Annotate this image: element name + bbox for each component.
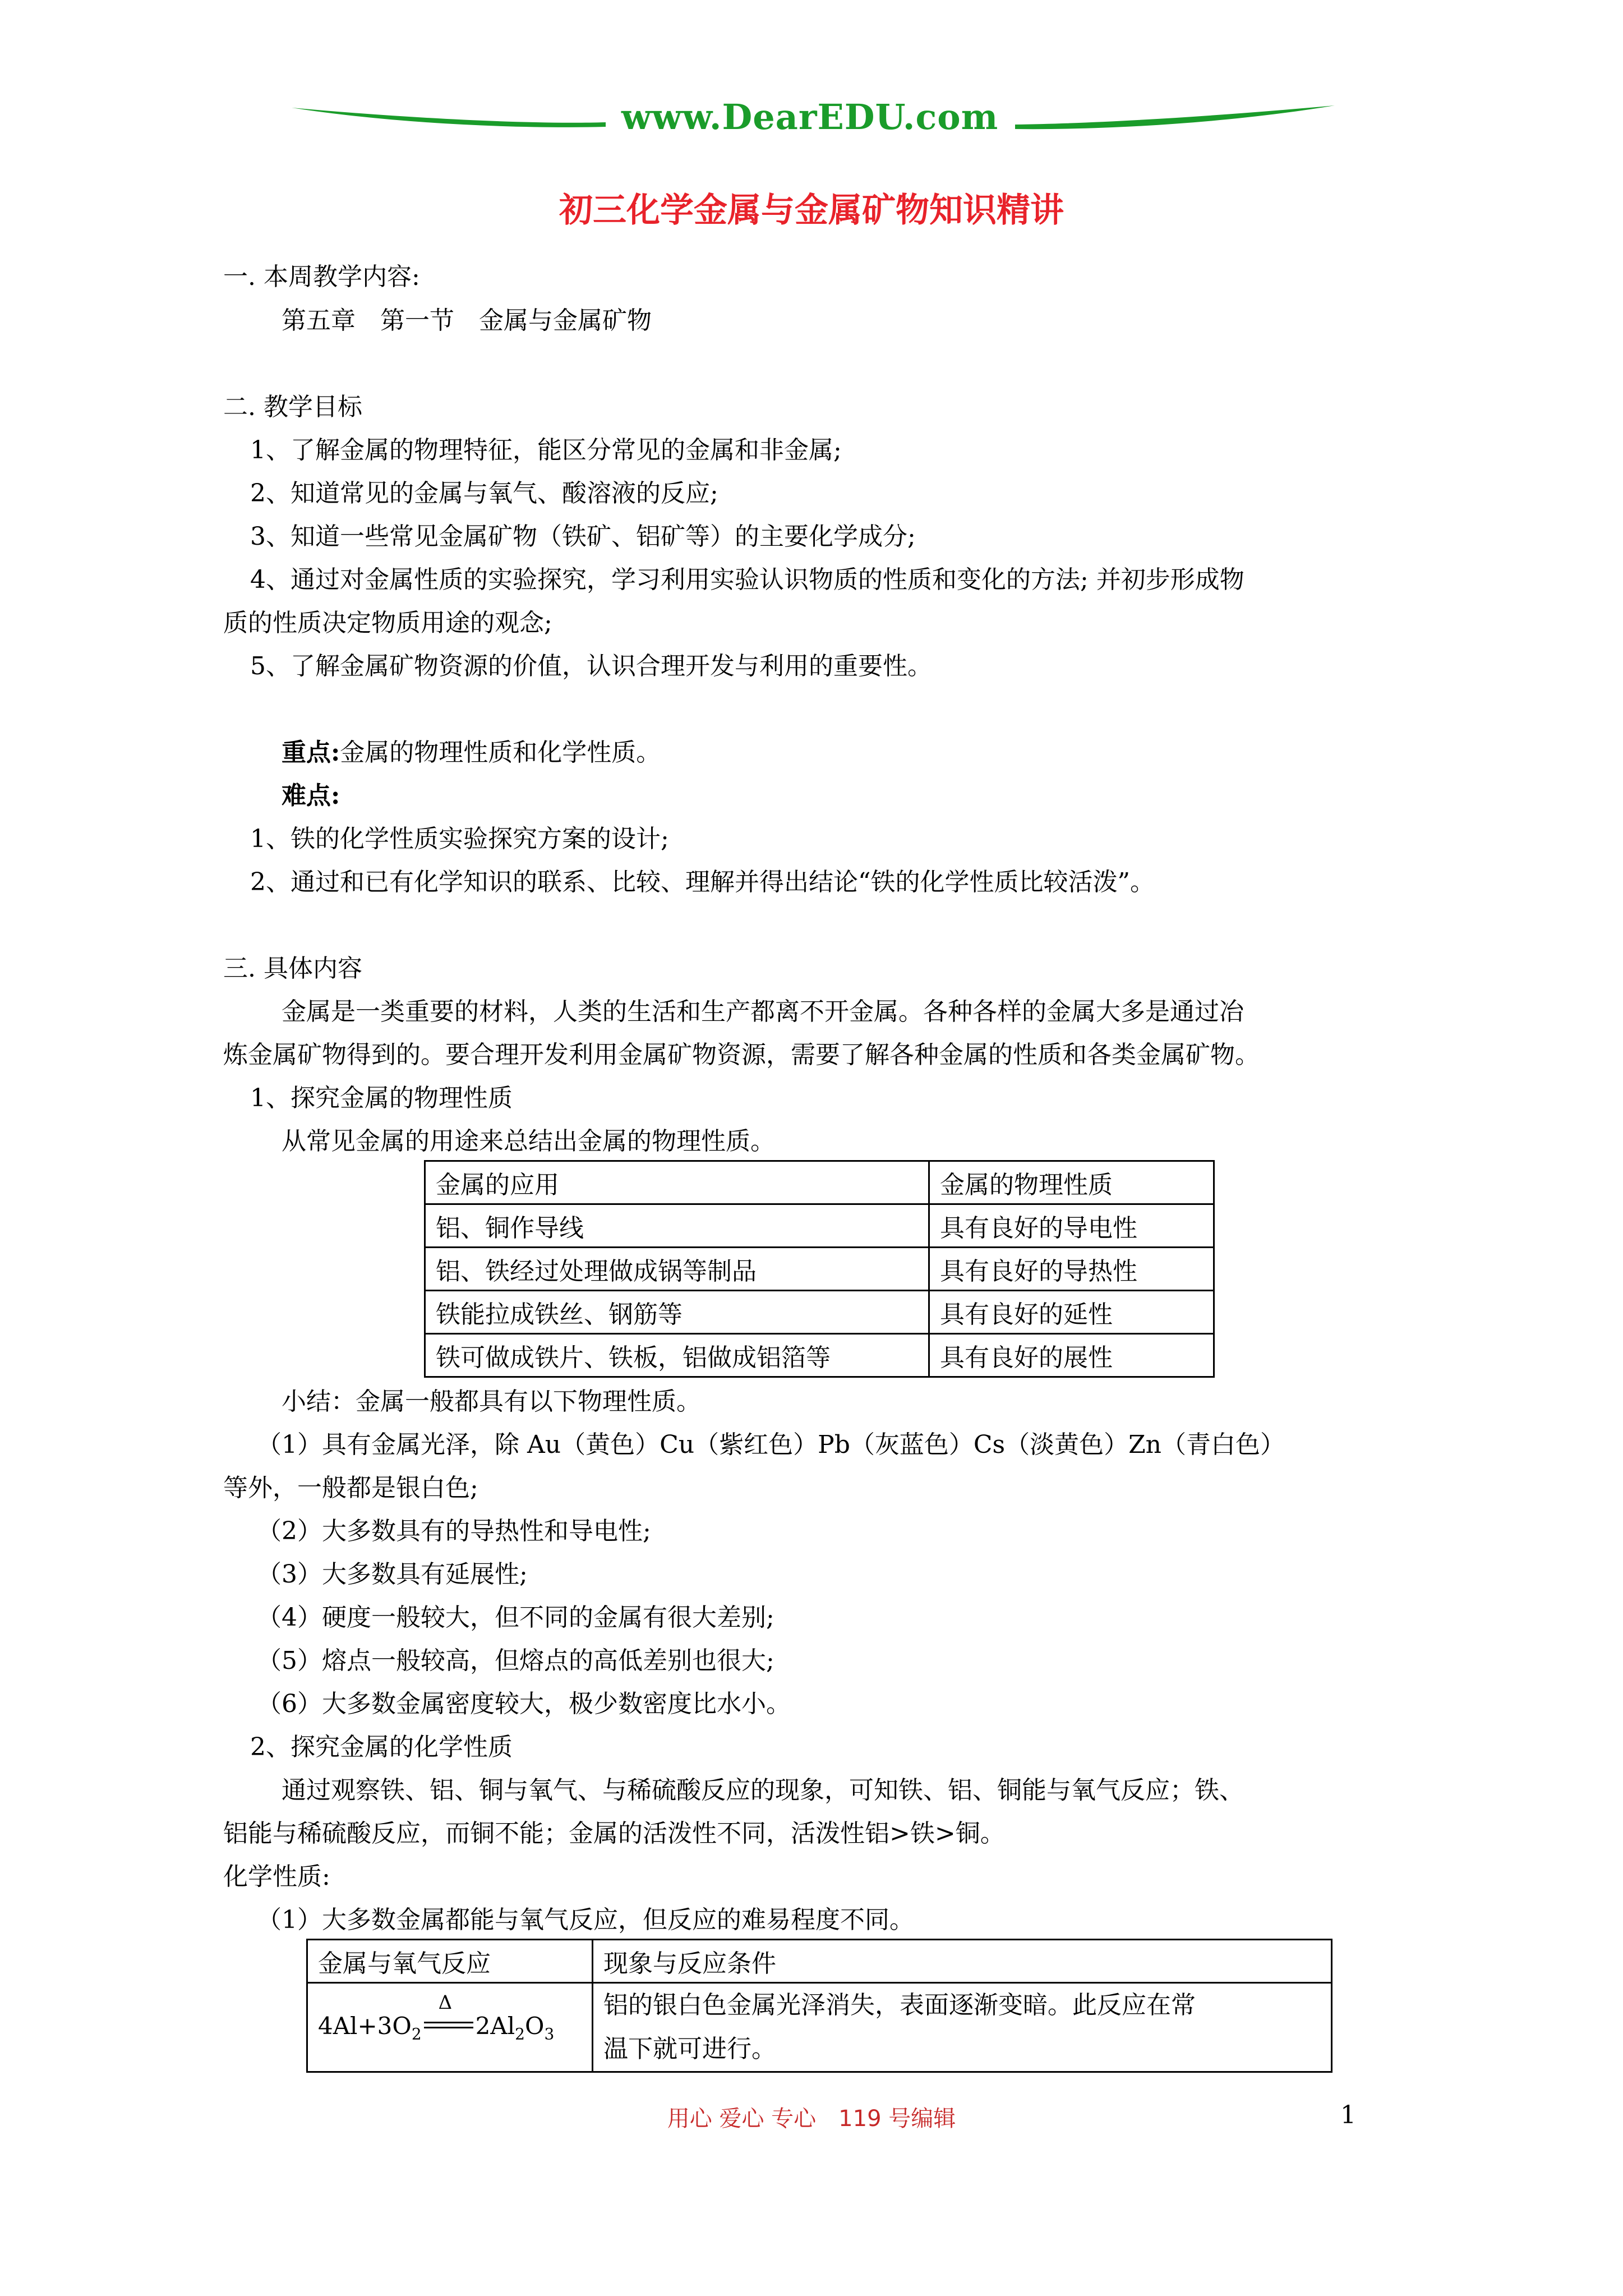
equation-cell [307, 1983, 593, 2072]
subsection-2-heading: 2、探究金属的化学性质 [250, 1733, 513, 1761]
goal-item: 2、知道常见的金属与氧气、酸溶液的反应; [250, 479, 718, 508]
goal-item: 3、知道一些常见金属矿物（铁矿、铝矿等）的主要化学成分; [250, 522, 916, 551]
oxygen-reaction-table [306, 1939, 1332, 2073]
summary-item: （5）熔点一般较高，但熔点的高低差别也很大; [257, 1646, 774, 1675]
chemical-properties-heading: 化学性质: [223, 1862, 330, 1891]
equals-bar [424, 2022, 473, 2028]
summary-item: （1）具有金属光泽，除 Au（黄色）Cu（紫红色）Pb（灰蓝色）Cs（淡黄色）Zn（青白色） [257, 1430, 1285, 1459]
goal-item: 1、了解金属的物理特征，能区分常见的金属和非金属; [250, 436, 842, 464]
table-cell: 具有良好的导热性 [929, 1248, 1214, 1291]
summary-item: （6）大多数金属密度较大，极少数密度比水小。 [257, 1690, 791, 1718]
table-header-cell: 金属与氧气反应 [307, 1940, 593, 1983]
table-row [425, 1291, 1214, 1334]
equation-reactants: 4Al+3O [318, 2012, 412, 2040]
summary-item: （4）硬度一般较大，但不同的金属有很大差别; [257, 1603, 774, 1632]
reaction-equation [318, 1991, 555, 2044]
subsection-2-text: 通过观察铁、铝、铜与氧气、与稀硫酸反应的现象，可知铁、铝、铜能与氧气反应；铁、 [282, 1776, 1244, 1805]
footer-text: 用心 爱心 专心 119 号编辑 [667, 2106, 956, 2132]
logo-text[interactable]: www.DearEDU.com [621, 96, 999, 137]
table-cell: 具有良好的展性 [929, 1334, 1214, 1377]
table-cell: 铝、铜作导线 [425, 1204, 929, 1248]
section-1-content: 第五章 第一节 金属与金属矿物 [282, 306, 652, 335]
section-3-heading: 三. 具体内容 [223, 954, 362, 983]
subsection-2-text: 铝能与稀硫酸反应，而铜不能；金属的活泼性不同，活泼性铝>铁>铜。 [223, 1819, 1005, 1848]
intro-line: 金属是一类重要的材料，人类的生活和生产都离不开金属。各种各样的金属大多是通过冶 [282, 997, 1244, 1026]
section-2-heading: 二. 教学目标 [223, 393, 362, 421]
summary-item: （3）大多数具有延展性; [257, 1560, 528, 1589]
equation-subscript: 2 [515, 2024, 525, 2044]
equation-arrow [422, 1991, 476, 2042]
goal-item: 4、通过对金属性质的实验探究，学习利用实验认识物质的性质和变化的方法; 并初步形成物 [250, 565, 1244, 594]
table-row [425, 1248, 1214, 1291]
goal-item: 5、了解金属矿物资源的价值，认识合理开发与利用的重要性。 [250, 652, 932, 680]
table-header-row [425, 1161, 1214, 1204]
equation-subscript: 3 [544, 2024, 555, 2044]
equation-subscript: 2 [411, 2024, 422, 2044]
reaction-description-line: 铝的银白色金属光泽消失，表面逐渐变暗。此反应在常 [603, 1991, 1196, 2019]
intro-line: 炼金属矿物得到的。要合理开发利用金属矿物资源，需要了解各种金属的性质和各类金属矿物。 [223, 1041, 1260, 1069]
table-cell: 铁可做成铁片、铁板，铝做成铝箔等 [425, 1334, 929, 1377]
difficulty-item: 1、铁的化学性质实验探究方案的设计; [250, 825, 669, 853]
subsection-1-heading: 1、探究金属的物理性质 [250, 1084, 513, 1112]
table-header-cell: 现象与反应条件 [593, 1940, 1332, 1983]
difficulty-item: 2、通过和已有化学知识的联系、比较、理解并得出结论“铁的化学性质比较活泼”。 [250, 868, 1155, 896]
reaction-description-cell [593, 1983, 1332, 2072]
summary-heading: 小结：金属一般都具有以下物理性质。 [282, 1387, 701, 1416]
subsection-1-lead: 从常见金属的用途来总结出金属的物理性质。 [282, 1127, 775, 1156]
table-row [307, 1983, 1332, 2072]
table-cell: 铁能拉成铁丝、钢筋等 [425, 1291, 929, 1334]
table-cell: 具有良好的延性 [929, 1291, 1214, 1334]
table-header-row [307, 1940, 1332, 1983]
difficulty-label: 难点: [282, 781, 340, 810]
chemical-property-item: （1）大多数金属都能与氧气反应，但反应的难易程度不同。 [257, 1906, 914, 1934]
table-row [425, 1334, 1214, 1377]
key-point-text: 金属的物理性质和化学性质。 [340, 738, 661, 767]
key-point [282, 731, 661, 775]
table-cell: 具有良好的导电性 [929, 1204, 1214, 1248]
heat-symbol: Δ [438, 1991, 453, 2014]
physical-properties-table [424, 1160, 1215, 1378]
equation-product-oxygen: O [525, 2012, 545, 2040]
goal-item-cont: 质的性质决定物质用途的观念; [223, 609, 552, 637]
page-title: 初三化学金属与金属矿物知识精讲 [559, 191, 1064, 230]
reaction-description-line: 温下就可进行。 [603, 2035, 776, 2063]
page-number: 1 [1340, 2101, 1356, 2129]
table-cell: 铝、铁经过处理做成锅等制品 [425, 1248, 929, 1291]
summary-item-cont: 等外，一般都是银白色; [223, 1474, 478, 1502]
table-header-cell: 金属的物理性质 [929, 1161, 1214, 1204]
section-1-heading: 一. 本周教学内容: [223, 263, 420, 291]
summary-item: （2）大多数具有的导热性和导电性; [257, 1517, 651, 1545]
table-row [425, 1204, 1214, 1248]
table-header-cell: 金属的应用 [425, 1161, 929, 1204]
key-point-label: 重点: [282, 738, 340, 767]
equation-product: 2Al [475, 2012, 515, 2040]
